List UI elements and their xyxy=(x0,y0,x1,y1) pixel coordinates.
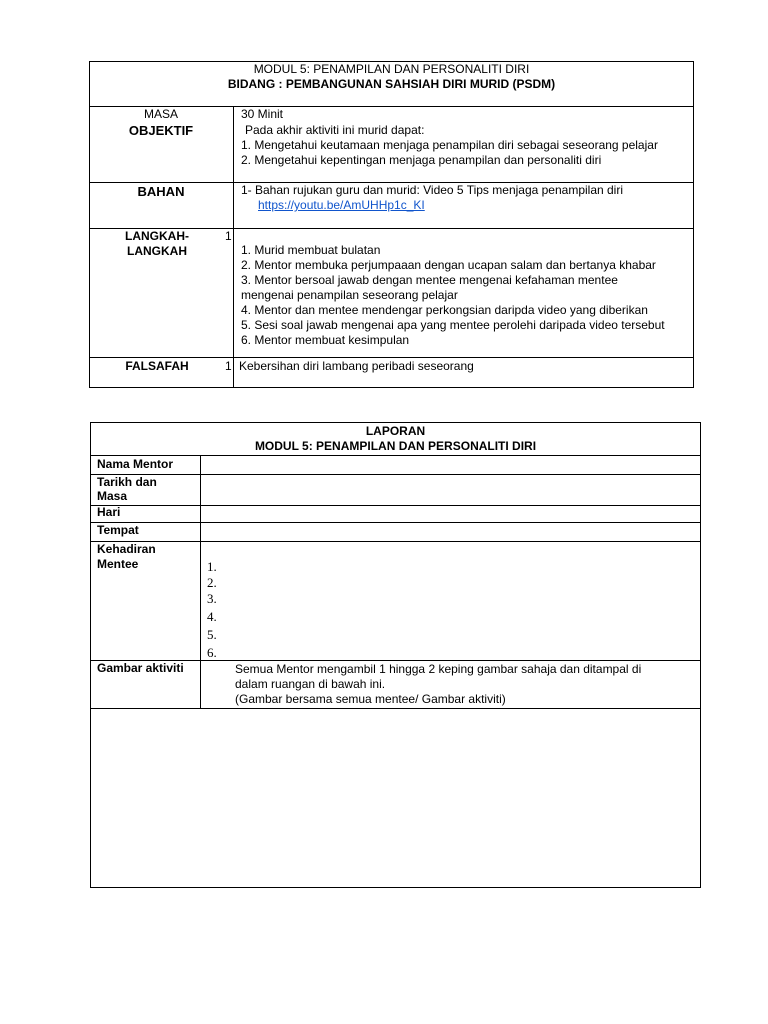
gambar-instruction: dalam ruangan di bawah ini. xyxy=(235,677,386,691)
langkah-label: LANGKAH xyxy=(127,244,187,258)
gambar-aktiviti-label: Gambar aktiviti xyxy=(97,661,184,675)
report-divider xyxy=(90,505,701,506)
kehadiran-mentee-label: Mentee xyxy=(97,557,139,571)
langkah-item: 6. Mentor membuat kesimpulan xyxy=(241,333,410,347)
objektif-item: 1. Mengetahui keutamaan menjaga penampilan diri sebagai seseorang pelajar xyxy=(241,138,658,152)
module-divider xyxy=(89,357,694,358)
hari-label: Hari xyxy=(97,505,121,519)
photo-area xyxy=(91,709,700,887)
objektif-intro: Pada akhir aktiviti ini murid dapat: xyxy=(245,123,425,137)
report-column-divider xyxy=(200,455,201,708)
mentee-number: 2. xyxy=(207,575,217,590)
langkah-number: 1 xyxy=(225,229,232,243)
mentee-number: 1. xyxy=(207,559,217,574)
report-subtitle: MODUL 5: PENAMPILAN DAN PERSONALITI DIRI xyxy=(254,439,537,453)
nama-mentor-label: Nama Mentor xyxy=(97,457,174,471)
objektif-label: OBJEKTIF xyxy=(128,123,194,138)
module-subtitle: BIDANG : PEMBANGUNAN SAHSIAH DIRI MURID (PSDM) xyxy=(227,77,556,91)
gambar-instruction: (Gambar bersama semua mentee/ Gambar aktiviti) xyxy=(235,692,506,706)
langkah-label: LANGKAH- xyxy=(125,229,189,243)
bahan-label: BAHAN xyxy=(137,184,185,199)
module-title: MODUL 5: PENAMPILAN DAN PERSONALITI DIRI xyxy=(253,62,530,76)
tarikh-masa-label: Masa xyxy=(97,489,128,503)
mentee-number: 6. xyxy=(207,645,217,660)
mentee-number: 3. xyxy=(207,591,217,606)
langkah-item: mengenai penampilan seseorang pelajar xyxy=(241,288,458,302)
langkah-item: 2. Mentor membuka perjumpaaan dengan ucapan salam dan bertanya khabar xyxy=(241,258,656,272)
masa-value: 30 Minit xyxy=(241,107,284,121)
gambar-instruction: Semua Mentor mengambil 1 hingga 2 keping gambar sahaja dan ditampal di xyxy=(235,662,642,676)
kehadiran-mentee-label: Kehadiran xyxy=(97,542,156,556)
objektif-item: 2. Mengetahui kepentingan menjaga penampilan dan personaliti diri xyxy=(241,153,602,167)
bahan-text: 1- Bahan rujukan guru dan murid: Video 5 Tips menjaga penampilan diri xyxy=(241,183,624,197)
masa-label: MASA xyxy=(143,107,178,121)
langkah-item: 3. Mentor bersoal jawab dengan mentee mengenai kefahaman mentee xyxy=(241,273,618,287)
falsafah-number: 1 xyxy=(225,359,232,373)
langkah-item: 5. Sesi soal jawab mengenai apa yang mentee perolehi daripada video tersebut xyxy=(241,318,665,332)
tarikh-masa-label: Tarikh dan xyxy=(97,475,157,489)
report-divider xyxy=(90,541,701,542)
tempat-label: Tempat xyxy=(97,523,139,537)
module-column-divider xyxy=(233,106,234,388)
falsafah-text: Kebersihan diri lambang peribadi seseorang xyxy=(239,359,474,373)
mentee-number: 5. xyxy=(207,627,217,642)
bahan-video-link[interactable]: https://youtu.be/AmUHHp1c_KI xyxy=(258,198,425,212)
falsafah-label: FALSAFAH xyxy=(125,359,189,373)
langkah-item: 1. Murid membuat bulatan xyxy=(241,243,381,257)
langkah-item: 4. Mentor dan mentee mendengar perkongsian daripda video yang diberikan xyxy=(241,303,648,317)
report-divider xyxy=(90,522,701,523)
report-divider xyxy=(90,455,701,456)
report-title: LAPORAN xyxy=(365,424,426,438)
report-divider xyxy=(90,474,701,475)
mentee-number: 4. xyxy=(207,609,217,624)
